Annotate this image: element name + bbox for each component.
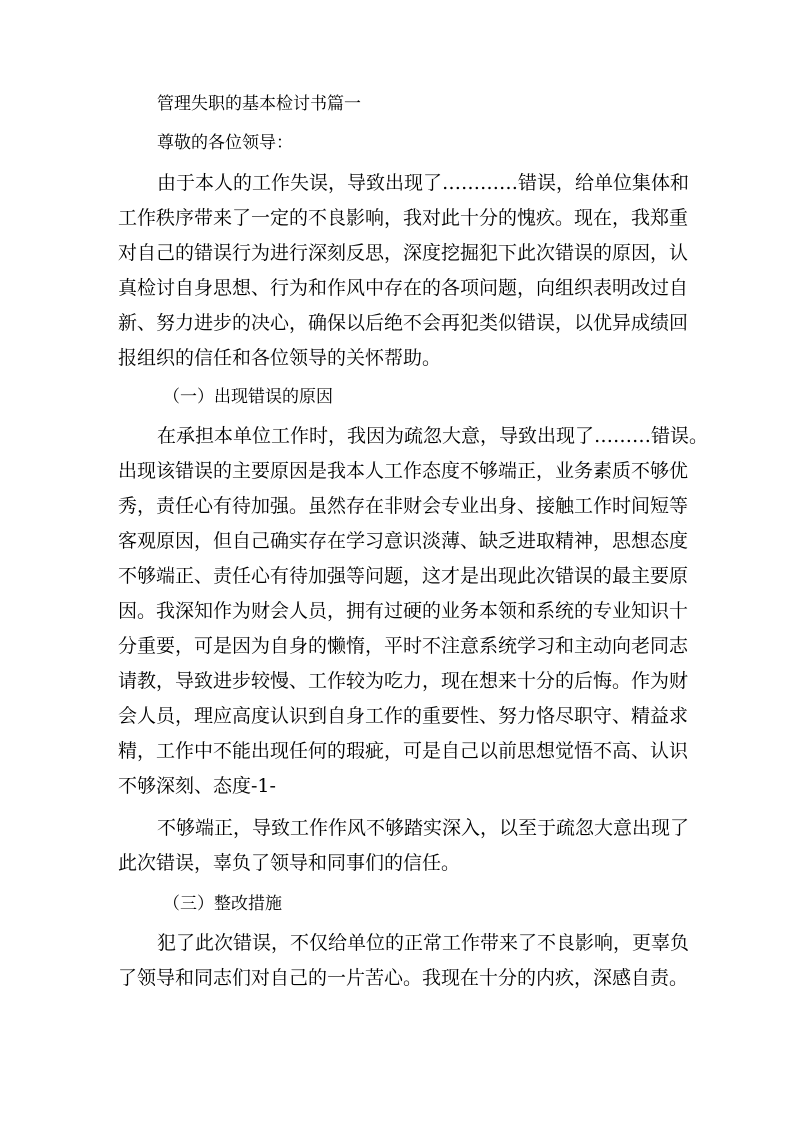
paragraph-1-line-6: 报组织的信任和各位领导的关怀帮助。 <box>118 347 442 369</box>
paragraph-2-line-5: 不够端正、责任心有待加强等问题，这才是出现此次错误的最主要原 <box>118 565 689 587</box>
paragraph-2-line-7: 分重要，可是因为自身的懒惰，平时不注意系统学习和主动向老同志 <box>118 635 689 657</box>
paragraph-2-line-4: 客观原因，但自己确实存在学习意识淡薄、缺乏进取精神，思想态度 <box>118 530 689 552</box>
paragraph-2-line-8: 请教，导致进步较慢、工作较为吃力，现在想来十分的后悔。作为财 <box>118 670 689 692</box>
paragraph-4-line-1: 犯了此次错误，不仅给单位的正常工作带来了不良影响，更辜负 <box>157 932 690 954</box>
paragraph-2-line-6: 因。我深知作为财会人员，拥有过硬的业务本领和系统的专业知识十 <box>118 600 689 622</box>
paragraph-2-line-2: 出现该错误的主要原因是我本人工作态度不够端正，业务素质不够优 <box>118 460 689 482</box>
paragraph-1-line-2: 工作秩序带来了一定的不良影响，我对此十分的愧疚。现在，我郑重 <box>118 207 689 229</box>
paragraph-1-line-5: 新、努力进步的决心，确保以后绝不会再犯类似错误，以优异成绩回 <box>118 312 689 334</box>
paragraph-3-line-1: 不够端正，导致工作作风不够踏实深入，以至于疏忽大意出现了 <box>157 817 690 839</box>
paragraph-2-line-3: 秀，责任心有待加强。虽然存在非财会专业出身、接触工作时间短等 <box>118 495 689 517</box>
paragraph-1-line-4: 真检讨自身思想、行为和作风中存在的各项问题，向组织表明改过自 <box>118 277 689 299</box>
paragraph-3-line-2: 此次错误，辜负了领导和同事们的信任。 <box>118 852 461 874</box>
paragraph-2-line-1: 在承担本单位工作时，我因为疏忽大意，导致出现了………错误。 <box>157 425 709 447</box>
section-1-heading: （一）出现错误的原因 <box>163 387 333 407</box>
paragraph-2-line-11: 不够深刻、态度-1- <box>118 775 276 797</box>
paragraph-1-line-1: 由于本人的工作失误，导致出现了…………错误，给单位集体和 <box>157 172 690 194</box>
paragraph-2-line-9: 会人员，理应高度认识到自身工作的重要性、努力恪尽职守、精益求 <box>118 705 689 727</box>
paragraph-2-line-10: 精，工作中不能出现任何的瑕疵，可是自己以前思想觉悟不高、认识 <box>118 740 689 762</box>
document-title: 管理失职的基本检讨书篇一 <box>157 94 361 114</box>
section-3-heading: （三）整改措施 <box>163 894 282 914</box>
paragraph-4-line-2: 了领导和同志们对自己的一片苦心。我现在十分的内疚，深感自责。 <box>118 967 689 989</box>
paragraph-1-line-3: 对自己的错误行为进行深刻反思，深度挖掘犯下此次错误的原因，认 <box>118 242 689 264</box>
salutation: 尊敬的各位领导： <box>157 133 293 153</box>
